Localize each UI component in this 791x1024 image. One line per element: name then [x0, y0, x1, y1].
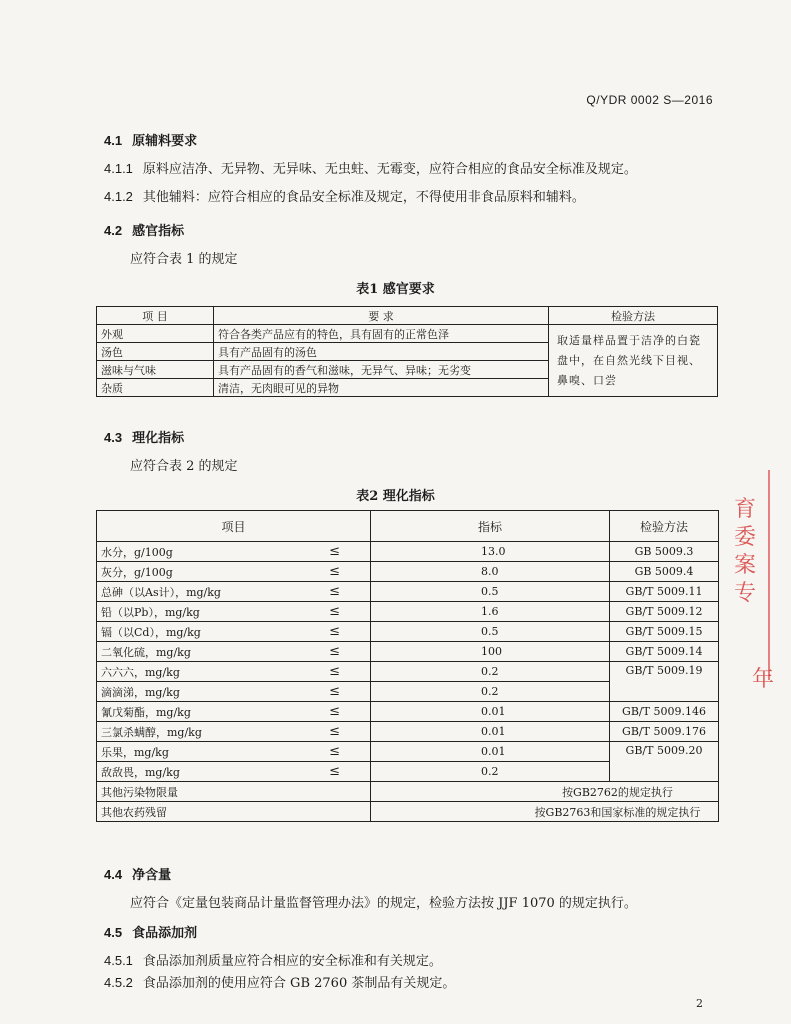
table-row	[97, 662, 719, 682]
section-text: 食品添加剂的使用应符合 GB 2760 茶制品有关规定。	[142, 976, 456, 991]
table2-value: 1.6	[371, 602, 610, 622]
table2-method: GB 5009.3	[610, 542, 719, 562]
physicochemical-table	[96, 510, 719, 822]
table2-item	[97, 722, 371, 742]
section-number: 4.5.1	[104, 953, 133, 968]
item-label: 镉（以Cd），mg/kg	[101, 625, 201, 639]
table-row	[97, 602, 719, 622]
table2-value: 0.01	[371, 742, 610, 762]
item-label: 灰分，g/100g	[101, 565, 173, 579]
le-symbol: ≤	[329, 604, 340, 619]
table-row	[97, 642, 719, 662]
table2-item	[97, 762, 371, 782]
table2-item: 其他农药残留	[97, 802, 371, 822]
table-row	[97, 325, 718, 343]
table-row	[97, 702, 719, 722]
section-text: 食品添加剂质量应符合相应的安全标准和有关规定。	[142, 954, 442, 969]
table1-item: 汤色	[97, 343, 214, 361]
item-label: 水分，g/100g	[101, 545, 173, 559]
table2-method: GB/T 5009.12	[610, 602, 719, 622]
section-number: 4.5.2	[104, 975, 133, 990]
table-row	[97, 722, 719, 742]
section-4-4	[104, 864, 171, 883]
section-number: 4.1.1	[104, 161, 133, 176]
table2-item	[97, 542, 371, 562]
table2-item: 其他污染物限量	[97, 782, 371, 802]
table-row	[97, 542, 719, 562]
le-symbol: ≤	[329, 644, 340, 659]
item-label: 六六六，mg/kg	[101, 665, 180, 679]
item-label: 滴滴涕，mg/kg	[101, 685, 180, 699]
section-4-4-text: 应符合《定量包装商品计量监督管理办法》的规定，检验方法按 JJF 1070 的规定执行。	[130, 896, 637, 911]
table2-value: 0.01	[371, 702, 610, 722]
table2-method: GB/T 5009.15	[610, 622, 719, 642]
table-row	[97, 802, 719, 822]
table2-caption: 表2 理化指标	[356, 489, 435, 504]
section-4-1	[104, 130, 197, 149]
table2-item	[97, 702, 371, 722]
section-4-5	[104, 922, 197, 941]
section-title: 食品添加剂	[132, 926, 198, 941]
table2-value: 100	[371, 642, 610, 662]
table2-value: 0.5	[371, 582, 610, 602]
table1-item: 杂质	[97, 379, 214, 397]
stamp-line-1: 育委	[734, 497, 757, 550]
le-symbol: ≤	[329, 624, 340, 639]
stamp-line-3: 年	[752, 667, 775, 692]
table2-value: 0.5	[371, 622, 610, 642]
table-row	[97, 622, 719, 642]
section-title: 原辅料要求	[132, 134, 198, 149]
table2-item	[97, 682, 371, 702]
section-number: 4.1	[104, 133, 123, 148]
section-4-1-1	[104, 158, 637, 177]
table2-method: GB 5009.4	[610, 562, 719, 582]
document-code: Q/YDR 0002 S—2016	[586, 93, 713, 107]
le-symbol: ≤	[329, 764, 340, 779]
item-label: 二氧化硫，mg/kg	[101, 645, 191, 659]
page-number: 2	[696, 997, 703, 1010]
table1-req: 符合各类产品应有的特色，具有固有的正常色泽	[214, 325, 549, 343]
section-4-2-text: 应符合表 1 的规定	[130, 252, 238, 267]
table-row	[97, 562, 719, 582]
item-label: 三氯杀螨醇，mg/kg	[101, 725, 202, 739]
table2-method: GB/T 5009.14	[610, 642, 719, 662]
table-row	[97, 742, 719, 762]
table1-req: 具有产品固有的汤色	[214, 343, 549, 361]
section-number: 4.2	[104, 223, 123, 238]
table1-header-req: 要 求	[214, 307, 549, 325]
table2-method: GB/T 5009.19	[610, 662, 719, 702]
table1-header-item: 项 目	[97, 307, 214, 325]
section-title: 净含量	[132, 868, 172, 883]
le-symbol: ≤	[329, 544, 340, 559]
item-label: 敌敌畏，mg/kg	[101, 765, 180, 779]
table2-method: GB/T 5009.11	[610, 582, 719, 602]
section-number: 4.4	[104, 867, 123, 882]
le-symbol: ≤	[329, 704, 340, 719]
table2-rule: 按GB2763和国家标准的规定执行	[371, 802, 719, 822]
table1-item: 外观	[97, 325, 214, 343]
table2-header-value: 指标	[371, 511, 610, 542]
table2-item	[97, 602, 371, 622]
section-4-5-1	[104, 950, 442, 969]
table2-method: GB/T 5009.146	[610, 702, 719, 722]
table2-value: 0.2	[371, 662, 610, 682]
le-symbol: ≤	[329, 664, 340, 679]
table2-value: 0.2	[371, 682, 610, 702]
le-symbol: ≤	[329, 584, 340, 599]
le-symbol: ≤	[329, 684, 340, 699]
section-title: 理化指标	[132, 431, 185, 446]
table2-value: 13.0	[371, 542, 610, 562]
table2-value: 8.0	[371, 562, 610, 582]
sensory-table	[96, 306, 718, 397]
section-title: 感官指标	[132, 224, 185, 239]
section-number: 4.5	[104, 925, 123, 940]
item-label: 总砷（以As计），mg/kg	[101, 585, 221, 599]
section-4-5-2	[104, 972, 455, 991]
table2-item	[97, 742, 371, 762]
table2-rule: 按GB2762的规定执行	[371, 782, 719, 802]
table1-method: 取适量样品置于洁净的白瓷盘中，在自然光线下目视、鼻嗅、口尝	[549, 325, 718, 397]
table-row	[97, 782, 719, 802]
table1-req: 具有产品固有的香气和滋味，无异气、异味；无劣变	[214, 361, 549, 379]
table2-item	[97, 622, 371, 642]
table2-header-method: 检验方法	[610, 511, 719, 542]
section-text: 原料应洁净、无异物、无异味、无虫蛀、无霉变，应符合相应的食品安全标准及规定。	[142, 162, 637, 177]
table1-header-method: 检验方法	[549, 307, 718, 325]
table2-item	[97, 662, 371, 682]
section-4-3	[104, 427, 184, 446]
table2-value: 0.2	[371, 762, 610, 782]
section-4-1-2	[104, 186, 585, 205]
section-text: 其他辅料：应符合相应的食品安全标准及规定，不得使用非食品原料和辅料。	[142, 190, 585, 205]
item-label: 乐果，mg/kg	[101, 745, 169, 759]
table2-value: 0.01	[371, 722, 610, 742]
le-symbol: ≤	[329, 744, 340, 759]
section-number: 4.3	[104, 430, 123, 445]
red-stamp	[734, 496, 774, 694]
table2-item	[97, 642, 371, 662]
section-4-2	[104, 220, 184, 239]
item-label: 氰戊菊酯，mg/kg	[101, 705, 191, 719]
section-number: 4.1.2	[104, 189, 133, 204]
table1-req: 清洁，无肉眼可见的异物	[214, 379, 549, 397]
table2-method: GB/T 5009.176	[610, 722, 719, 742]
table1-item: 滋味与气味	[97, 361, 214, 379]
stamp-line-2: 案专	[734, 553, 757, 606]
item-label: 铅（以Pb），mg/kg	[101, 605, 200, 619]
table1-caption: 表1 感官要求	[356, 282, 435, 297]
section-4-3-text: 应符合表 2 的规定	[130, 459, 238, 474]
table2-item	[97, 562, 371, 582]
table-row	[97, 582, 719, 602]
table2-method: GB/T 5009.20	[610, 742, 719, 782]
table2-item	[97, 582, 371, 602]
le-symbol: ≤	[329, 564, 340, 579]
table2-header-item: 项目	[97, 511, 371, 542]
le-symbol: ≤	[329, 724, 340, 739]
